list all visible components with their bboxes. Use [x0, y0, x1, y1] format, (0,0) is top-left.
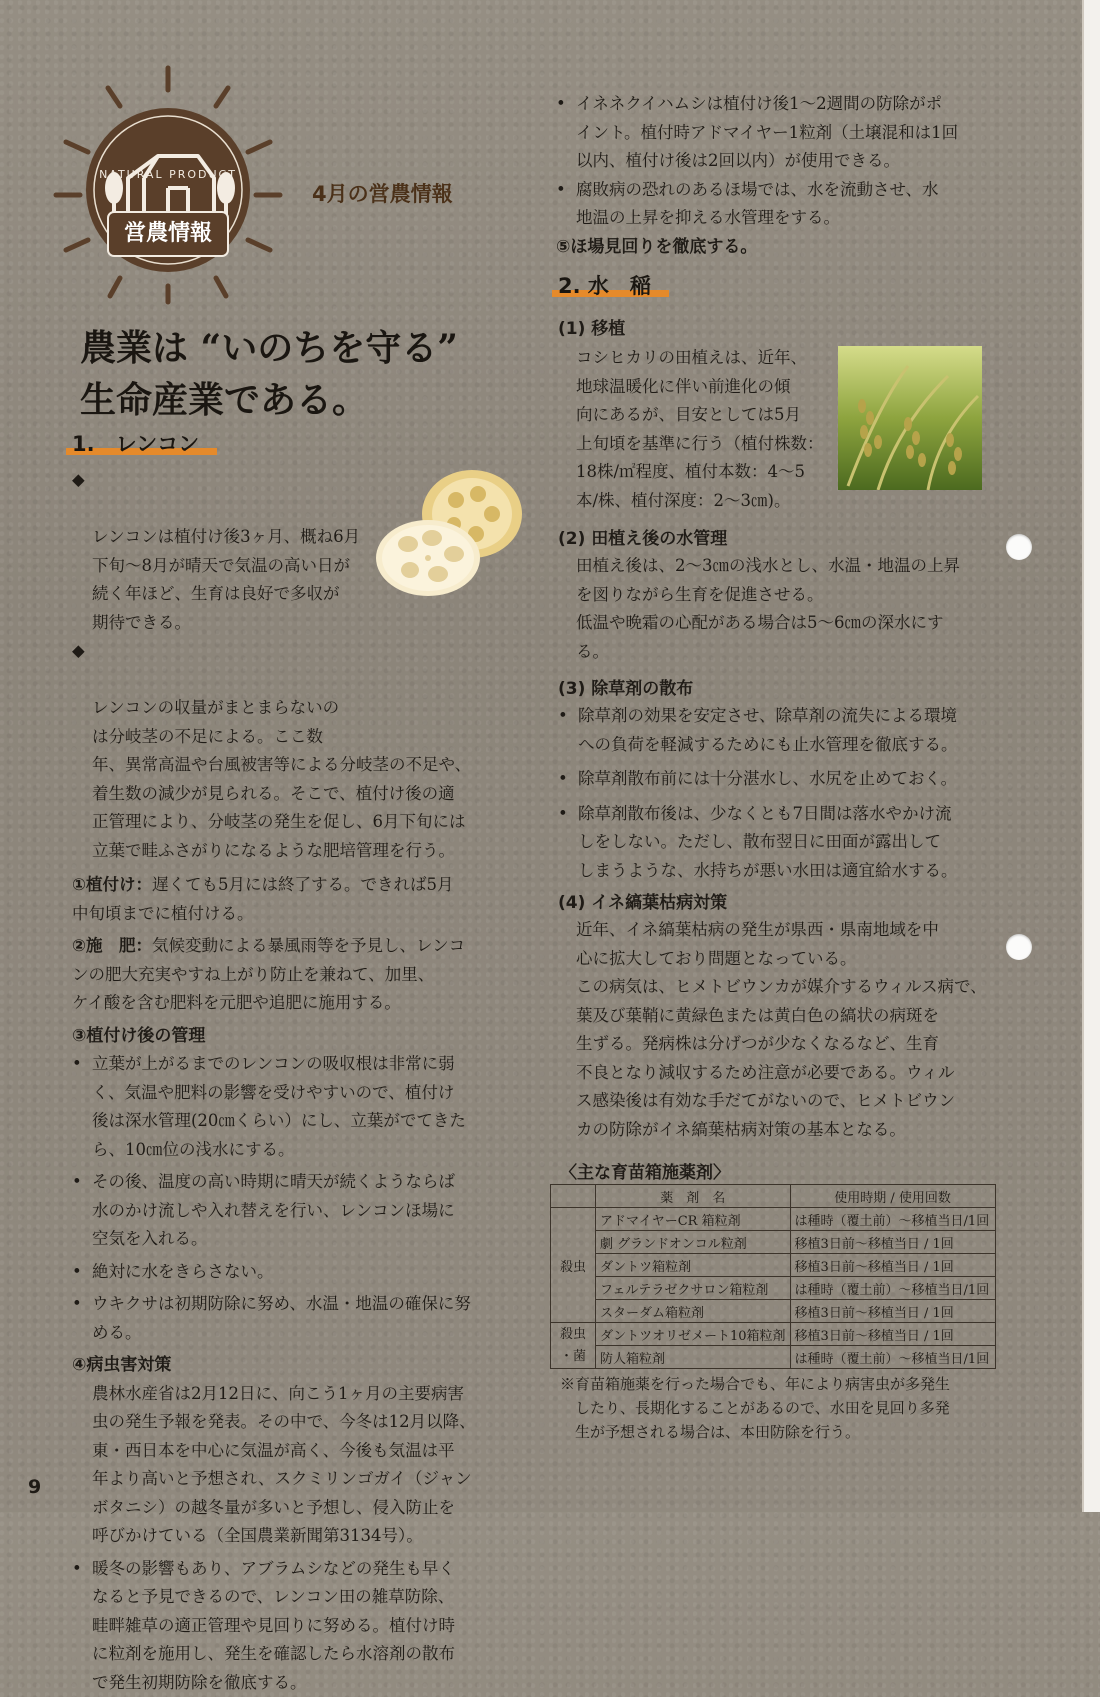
usage-timing: は種時（覆土前）〜移植当日/1回: [790, 1208, 995, 1231]
section-heading: 2. 水 稲: [552, 274, 669, 300]
dot-bullet: •: [72, 1290, 82, 1319]
list-item: [558, 765, 998, 794]
item-heading: ③植付け後の管理: [72, 1022, 532, 1051]
item-label: ②施 肥：: [72, 936, 152, 955]
bullet-text: レンコンの収量がまとまらないの は分岐茎の不足による。ここ数 年、異常高温や台風被害等による分岐茎の不足や、 着生数の減少が見られる。そこで、植付け後の適 正管理により、分岐茎の発生を促し、6月下旬には 立葉で畦ふさがりになるような肥培管理を行う。: [92, 698, 471, 860]
medicine-table: [550, 1184, 996, 1369]
bullet-text: ウキクサは初期防除に努め、水温・地温の確保に努 める。: [92, 1294, 471, 1342]
item-text: 遅くても5月には終了する。できれば5月 中旬頃までに植付ける。: [72, 875, 453, 923]
table-row: [551, 1323, 996, 1346]
badge-label: 営農情報: [108, 216, 228, 247]
table-row: [551, 1300, 996, 1323]
list-item: [558, 702, 998, 759]
section-renkon-title: [66, 428, 217, 458]
item-fertilizer: [72, 932, 532, 1018]
bullet-text: 立葉が上がるまでのレンコンの吸収根は非常に弱 く、気温や肥料の影響を受けやすいので、植付け 後は深水管理(20㎝くらい）にし、立葉がでてきた ら、10㎝位の浅水にする。: [92, 1054, 466, 1159]
list-item: [72, 1258, 532, 1287]
month-title: 4月の営農情報: [312, 178, 453, 208]
table-title: 〈主な育苗箱施薬剤〉: [560, 1158, 730, 1183]
right-top-block: [556, 90, 996, 261]
table-corner: [551, 1185, 596, 1208]
s1-heading: (1) 移植: [558, 314, 625, 339]
item-planting: [72, 871, 532, 928]
page-edge-line: [1082, 0, 1084, 1512]
diamond-bullet: ◆: [72, 637, 85, 666]
dot-bullet: •: [72, 1258, 82, 1287]
s4-heading: (4) イネ縞葉枯病対策: [558, 888, 727, 913]
list-item: [72, 1290, 532, 1347]
column-header: 薬 剤 名: [596, 1185, 791, 1208]
bullet-text: イネネクイハムシは植付け後1〜2週間の防除がポ イント。植付時アドマイヤー1粒剤（土壌混和は1回 以内、植付け後は2回以内）が使用できる。: [576, 94, 958, 170]
medicine-name: 防人箱粒剤: [596, 1346, 791, 1369]
badge-emblem: [48, 60, 288, 310]
farm-house-icon: [48, 60, 288, 310]
list-item: [72, 466, 532, 637]
page-number: 9: [28, 1476, 41, 1498]
list-item: [558, 800, 998, 886]
list-item: [556, 176, 996, 233]
table-row: [551, 1277, 996, 1300]
list-item: [72, 1050, 532, 1164]
medicine-name: スターダム箱粒剤: [596, 1300, 791, 1323]
s4-text: 近年、イネ縞葉枯病の発生が県西・県南地域を中 心に拡大しており問題となっている。 この病気は、ヒメトビウンカが媒介するウィルス病で、 葉及び葉鞘に黄緑色または黄白色の縞状の病斑を 生ずる。発病株は分げつが少なくなるなど、生育 不良となり減収するため注意が必要である。ウィル ス感染後は有効な手だてがないので、ヒメトビウン カの防除がイネ縞葉枯病対策の基本となる。: [576, 916, 1000, 1144]
bullet-text: 腐敗病の恐れのあるほ場では、水を流動させ、水 地温の上昇を抑える水管理をする。: [576, 180, 939, 228]
s2-text: 田植え後は、2〜3㎝の浅水とし、水温・地温の上昇 を図りながら生育を促進させる。 低温や晩霜の心配がある場合は5〜6㎝の深水にす る。: [576, 552, 996, 666]
rice-plant-icon: [838, 346, 982, 490]
usage-timing: は種時（覆土前）〜移植当日/1回: [790, 1346, 995, 1369]
dot-bullet: •: [72, 1050, 82, 1079]
s3-heading: (3) 除草剤の散布: [558, 674, 693, 699]
binder-hole: [1006, 534, 1032, 560]
binder-hole: [1006, 934, 1032, 960]
item-heading: ⑤ほ場見回りを徹底する。: [556, 233, 996, 262]
dot-bullet: •: [558, 765, 568, 794]
medicine-name: ダントツオリゼメート10箱粒剤: [596, 1323, 791, 1346]
list-item: [556, 90, 996, 176]
s2-heading: (2) 田植え後の水管理: [558, 524, 727, 549]
dot-bullet: •: [556, 176, 566, 205]
bullet-text: その後、温度の高い時期に晴天が続くようならば 水のかけ流しや入れ替えを行い、レンコンほ場に 空気を入れる。: [92, 1172, 455, 1248]
dot-bullet: •: [556, 90, 566, 119]
bullet-text: 除草剤散布前には十分湛水し、水尻を止めておく。: [578, 769, 957, 788]
table-note: ※育苗箱施薬を行った場合でも、年により病害虫が多発生 したり、長期化することがあるので、水田を見回り多発 生が予想される場合は、本田防除を行う。: [560, 1372, 1000, 1444]
bullet-text: 絶対に水をきらさない。: [92, 1262, 274, 1281]
medicine-name: 劇 グランドオンコル粒剤: [596, 1231, 791, 1254]
renkon-intro: [72, 466, 532, 1697]
headline: 農業は “いのちを守る” 生命産業である。: [80, 322, 458, 426]
s3-list: [558, 702, 998, 885]
s1-text: コシヒカリの田植えは、近年、 地球温暖化に伴い前進化の傾 向にあるが、目安としては5月 上旬頃を基準に行う（植付株数： 18株/㎡程度、植付本数：4〜5 本/株、植付深度：2〜3㎝)。: [576, 344, 836, 515]
group-cell: 殺虫: [551, 1208, 596, 1323]
bullet-text: 暖冬の影響もあり、アブラムシなどの発生も早く なると予見できるので、レンコン田の雑草防除、 畦畔雑草の適正管理や見回りに努める。植付け時 に粒剤を施用し、発生を確認したら水溶剤の散布 で発生初期防除を徹底する。: [92, 1559, 455, 1692]
medicine-name: フェルテラゼクサロン箱粒剤: [596, 1277, 791, 1300]
item-text: 気候変動による暴風雨等を予見し、レンコ ンの肥大充実やすね上がり防止を兼ねて、加里、 ケイ酸を含む肥料を元肥や追肥に施用する。: [72, 936, 465, 1012]
group-cell: 殺虫 ・菌: [551, 1323, 596, 1369]
table-row: [551, 1231, 996, 1254]
medicine-name: アドマイヤーCR 箱粒剤: [596, 1208, 791, 1231]
usage-timing: は種時（覆土前）〜移植当日/1回: [790, 1277, 995, 1300]
dot-bullet: •: [72, 1555, 82, 1584]
table-header-row: [551, 1185, 996, 1208]
rice-photo: [838, 346, 982, 490]
item-label: ①植付け：: [72, 875, 152, 894]
list-item: [72, 637, 532, 865]
list-item: [72, 1555, 532, 1697]
usage-timing: 移植3日前〜移植当日 / 1回: [790, 1300, 995, 1323]
dot-bullet: •: [558, 800, 568, 829]
badge-arc-text: NATURAL PRODUCT: [88, 168, 248, 181]
medicine-name: ダントツ箱粒剤: [596, 1254, 791, 1277]
usage-timing: 移植3日前〜移植当日 / 1回: [790, 1231, 995, 1254]
dot-bullet: •: [558, 702, 568, 731]
item-heading: ④病虫害対策: [72, 1351, 532, 1380]
section-heading: 1. レンコン: [66, 432, 217, 458]
usage-timing: 移植3日前〜移植当日 / 1回: [790, 1323, 995, 1346]
table-row: [551, 1254, 996, 1277]
dot-bullet: •: [72, 1168, 82, 1197]
bullet-text: 除草剤散布後は、少なくとも7日間は落水やかけ流 しをしない。ただし、散布翌日に田面が露出して しまうような、水持ちが悪い水田は適宜給水する。: [578, 804, 958, 880]
item-text: 農林水産省は2月12日に、向こう1ヶ月の主要病害 虫の発生予報を発表。その中で、今冬は12月以降、 東・西日本を中心に気温が高く、今後も気温は平 年より高いと予想され、スクミリンゴガイ（ジャン ボタニシ）の越冬量が多いと予想し、侵入防止を 呼びかけている（全国農業新聞第3134号）。: [72, 1380, 532, 1551]
list-item: [72, 1168, 532, 1254]
diamond-bullet: ◆: [72, 466, 85, 495]
bullet-text: 除草剤の効果を安定させ、除草剤の流失による環境 への負荷を軽減するためにも止水管理を徹底する。: [578, 706, 958, 754]
page-edge: [1084, 0, 1100, 1512]
table-row: [551, 1346, 996, 1369]
section-suito-title: [552, 270, 669, 300]
column-header: 使用時期 / 使用回数: [790, 1185, 995, 1208]
bullet-text: レンコンは植付け後3ヶ月、概ね6月 下旬〜8月が晴天で気温の高い日が 続く年ほど、生育は良好で多収が 期待できる。: [92, 527, 360, 632]
usage-timing: 移植3日前〜移植当日 / 1回: [790, 1254, 995, 1277]
table-row: [551, 1208, 996, 1231]
